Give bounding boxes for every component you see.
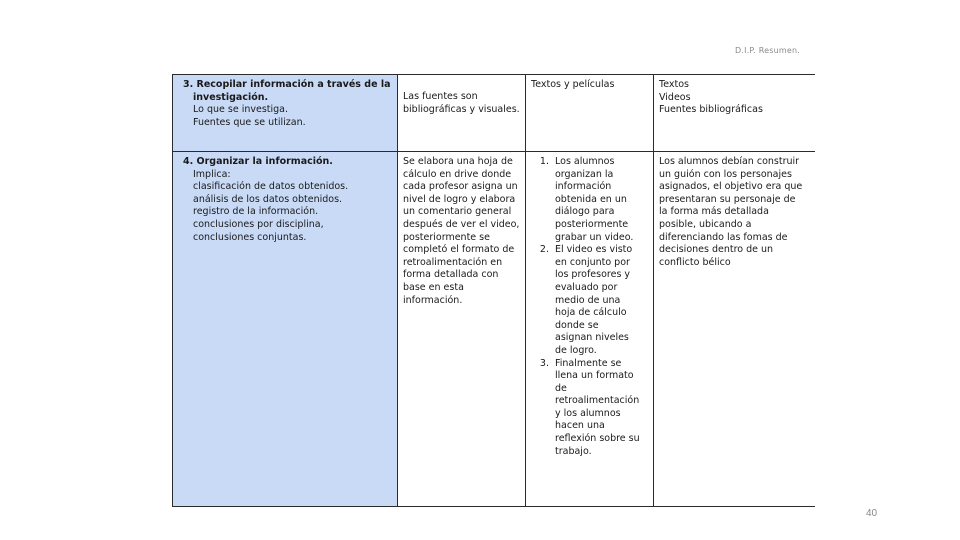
step-number: 2. bbox=[539, 244, 549, 256]
text-line: forma detallada con bbox=[403, 269, 499, 281]
table-row bbox=[173, 75, 816, 152]
text-line: hacen una bbox=[555, 420, 605, 432]
text-line: información bbox=[555, 181, 612, 193]
text-line: bibliográficas y visuales. bbox=[403, 103, 520, 115]
text-line: medio de una bbox=[555, 294, 621, 306]
summary-table bbox=[172, 74, 815, 507]
text-line: evaluado por bbox=[555, 281, 618, 293]
text-line: diferenciando las fomas de bbox=[659, 231, 788, 243]
text-line: de bbox=[555, 382, 567, 394]
text-line: posteriormente bbox=[555, 218, 629, 230]
text-line: Las fuentes son bbox=[403, 91, 478, 102]
list-item bbox=[531, 156, 649, 244]
text-line: Textos y películas bbox=[531, 79, 615, 90]
list-item: Lo que se investiga. bbox=[193, 104, 288, 116]
text-line: retroalimentación en bbox=[403, 256, 503, 268]
step-3-cell bbox=[173, 75, 398, 152]
text-line: asignan niveles bbox=[555, 332, 629, 344]
text-line: información. bbox=[403, 294, 463, 306]
text-line: conflicto bélico bbox=[659, 256, 731, 268]
text-line: posteriormente se bbox=[403, 231, 490, 243]
text-line: Los alumnos bbox=[555, 156, 615, 167]
step-number: 1. bbox=[539, 156, 549, 167]
text-line: cada profesor asigna un bbox=[403, 181, 518, 193]
step-number: 3. bbox=[539, 357, 549, 369]
text-line: después de ver el video, bbox=[403, 218, 520, 230]
text-line: El video es visto bbox=[555, 244, 633, 256]
text-line: grabar un video. bbox=[555, 231, 634, 243]
list-item: registro de la información. bbox=[193, 206, 319, 218]
outcomes-cell bbox=[654, 152, 816, 507]
list-item: conclusiones conjuntas. bbox=[193, 231, 307, 243]
resources-cell bbox=[654, 75, 816, 152]
step-4-cell bbox=[173, 152, 398, 507]
step-3-title: 3. Recopilar información a través de la bbox=[183, 79, 391, 90]
text-line: trabajo. bbox=[555, 445, 592, 457]
steps-list bbox=[531, 156, 649, 458]
text-line: reflexión sobre su bbox=[555, 433, 640, 445]
text-line: decisiones dentro de un bbox=[659, 244, 774, 256]
process-description-cell bbox=[398, 152, 526, 507]
step-4-title: 4. Organizar la información. bbox=[183, 156, 333, 167]
text-line: Fuentes bibliográficas bbox=[659, 104, 763, 116]
text-line: los profesores y bbox=[555, 269, 631, 281]
text-line: asignados, el objetivo era que bbox=[659, 181, 803, 193]
text-line: Videos bbox=[659, 91, 691, 103]
text-line: Los alumnos debían construir bbox=[659, 156, 800, 167]
text-line: donde se bbox=[555, 319, 599, 331]
text-line: diálogo para bbox=[555, 206, 615, 218]
text-line: completó el formato de bbox=[403, 244, 515, 256]
sources-cell bbox=[398, 75, 526, 152]
page-number: 40 bbox=[866, 508, 878, 519]
text-line: en conjunto por bbox=[555, 256, 630, 268]
table-row bbox=[173, 152, 816, 507]
list-item: conclusiones por disciplina, bbox=[193, 218, 324, 230]
text-line: Se elabora una hoja de bbox=[403, 156, 513, 167]
steps-cell bbox=[526, 152, 654, 507]
list-item bbox=[531, 358, 649, 459]
text-line: base en esta bbox=[403, 281, 464, 293]
list-item: clasificación de datos obtenidos. bbox=[193, 181, 349, 193]
text-line: un comentario general bbox=[403, 206, 512, 218]
text-line: posible, ubicando a bbox=[659, 218, 752, 230]
text-line: y los alumnos bbox=[555, 407, 621, 419]
list-item: Implica: bbox=[193, 168, 231, 180]
text-line: llena un formato bbox=[555, 370, 634, 382]
text-line: cálculo en drive donde bbox=[403, 168, 512, 180]
text-line: obtenida en un bbox=[555, 193, 627, 205]
text-line: la forma más detallada bbox=[659, 206, 769, 218]
header-note: D.I.P. Resumen. bbox=[735, 46, 800, 55]
list-item: análisis de los datos obtenidos. bbox=[193, 193, 343, 205]
text-line: organizan la bbox=[555, 168, 614, 180]
materials-cell bbox=[526, 75, 654, 152]
list-item: Fuentes que se utilizan. bbox=[193, 116, 306, 128]
text-line: Textos bbox=[659, 79, 689, 90]
list-item bbox=[531, 244, 649, 357]
step-3-title-cont: investigación. bbox=[193, 91, 269, 103]
text-line: Finalmente se bbox=[555, 357, 622, 369]
text-line: presentaran su personaje de bbox=[659, 193, 796, 205]
text-line: hoja de cálculo bbox=[555, 307, 627, 319]
text-line: un guión con los personajes bbox=[659, 168, 792, 180]
text-line: de logro. bbox=[555, 344, 597, 356]
text-line: nivel de logro y elabora bbox=[403, 193, 516, 205]
text-line: retroalimentación bbox=[555, 395, 640, 407]
